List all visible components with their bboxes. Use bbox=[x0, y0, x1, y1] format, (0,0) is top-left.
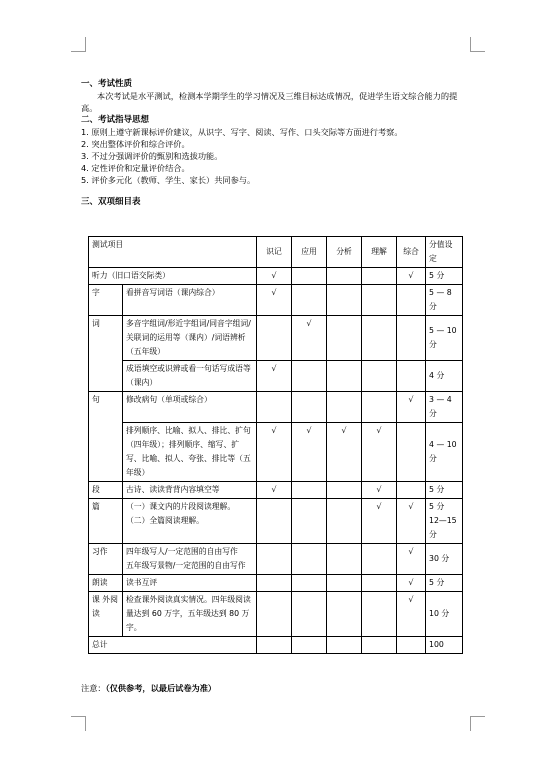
check-mark: √ bbox=[362, 482, 397, 499]
check-mark: √ bbox=[397, 268, 426, 285]
row-category: 课 外阅读 bbox=[89, 592, 123, 637]
row-category: 篇 bbox=[89, 499, 123, 544]
list-item: 4. 定性评价和定量评价结合。 bbox=[81, 163, 190, 173]
row-score: 30 分 bbox=[426, 544, 463, 575]
row-category: 字 bbox=[89, 285, 123, 316]
row-item: 检查课外阅读真实情况。四年级阅读量达到 60 万字，五年级达到 80 万字。 bbox=[123, 592, 257, 637]
row-category: 词 bbox=[89, 316, 123, 392]
table-row bbox=[89, 285, 463, 316]
check-mark: √ bbox=[397, 544, 426, 575]
footnote-prefix: 注意： bbox=[81, 683, 106, 693]
check-mark: √ bbox=[257, 285, 292, 316]
check-mark: √ bbox=[327, 423, 362, 482]
table-row bbox=[89, 499, 463, 544]
crop-mark-bottom-right bbox=[470, 716, 485, 731]
table-row bbox=[89, 423, 463, 482]
check-mark: √ bbox=[257, 482, 292, 499]
row-score: 4 分 bbox=[426, 361, 463, 392]
row-score: 5 — 8 分 bbox=[426, 285, 463, 316]
row-score: 10 分 bbox=[426, 592, 463, 637]
header-test-item: 测试项目 bbox=[89, 237, 257, 268]
header-score: 分值设定 bbox=[426, 237, 463, 268]
table-row bbox=[89, 544, 463, 575]
document-body bbox=[81, 78, 473, 208]
check-mark: √ bbox=[397, 499, 426, 544]
section-2-list bbox=[81, 126, 473, 186]
row-score-part: 5 分 bbox=[429, 502, 445, 511]
row-category: 听力（旧口语交际类） bbox=[89, 268, 257, 285]
row-score: 4 — 10 分 bbox=[426, 423, 463, 482]
check-mark: √ bbox=[362, 423, 397, 482]
table-row bbox=[89, 637, 463, 654]
header-understand: 理解 bbox=[362, 237, 397, 268]
table-row bbox=[89, 316, 463, 361]
header-analyze: 分析 bbox=[327, 237, 362, 268]
row-item: 修改病句（单项或综合） bbox=[123, 392, 257, 423]
section-2-title: 二、考试指导思想 bbox=[81, 115, 150, 125]
row-item: 古诗、读读背背内容填空等 bbox=[123, 482, 257, 499]
row-item bbox=[123, 499, 257, 544]
footnote-bold: （仅供参考，以最后试卷为准） bbox=[105, 683, 217, 693]
row-score: 100 bbox=[426, 637, 463, 654]
section-1-body: 本次考试是水平测试，检测本学期学生的学习情况及三维目标达成情况，促进学生语文综合能力的提高。 bbox=[81, 91, 458, 113]
row-item-part: 四年级写人/一定范围的自由写作 bbox=[126, 547, 238, 556]
list-item: 1. 原则上遵守新课标评价建议，从识字、写字、阅读、写作、口头交际等方面进行考察。 bbox=[81, 127, 403, 137]
row-score: 5 分 bbox=[426, 268, 463, 285]
table-row bbox=[89, 482, 463, 499]
footnote bbox=[81, 683, 216, 694]
row-category: 习作 bbox=[89, 544, 123, 575]
check-mark: √ bbox=[257, 268, 292, 285]
row-item: 成语填空或识辨或看一句话写成语等（课内） bbox=[123, 361, 257, 392]
check-mark: √ bbox=[397, 592, 426, 637]
row-score-part: 12—15 分 bbox=[429, 516, 457, 539]
header-apply: 应用 bbox=[292, 237, 327, 268]
row-item: 排列顺序、比喻、拟人、排比、扩句（四年级）；排列顺序、缩写、扩写、比喻、拟人、夸张、排比等（五年级） bbox=[123, 423, 257, 482]
section-3-title: 三、双项细目表 bbox=[81, 197, 141, 207]
row-category: 总计 bbox=[89, 637, 257, 654]
row-item-part: （一）课文内的片段阅读理解。 bbox=[126, 502, 236, 511]
crop-mark-top-left bbox=[71, 37, 86, 52]
table-row bbox=[89, 392, 463, 423]
row-score bbox=[426, 499, 463, 544]
header-memorize: 识记 bbox=[257, 237, 292, 268]
table-row bbox=[89, 575, 463, 592]
row-score: 5 分 bbox=[426, 482, 463, 499]
row-item bbox=[123, 544, 257, 575]
row-item-part: （二）全篇阅读理解。 bbox=[126, 516, 204, 525]
row-score: 5 分 bbox=[426, 575, 463, 592]
row-category: 段 bbox=[89, 482, 123, 499]
check-mark: √ bbox=[292, 316, 327, 361]
table-row bbox=[89, 592, 463, 637]
check-mark: √ bbox=[292, 423, 327, 482]
row-category: 句 bbox=[89, 392, 123, 482]
check-mark: √ bbox=[397, 575, 426, 592]
crop-mark-bottom-left bbox=[71, 716, 86, 731]
table-row bbox=[89, 361, 463, 392]
table-row bbox=[89, 268, 463, 285]
row-category: 朗读 bbox=[89, 575, 123, 592]
row-item-part: 五年级写景物/一定范围的自由写作 bbox=[126, 561, 246, 570]
table-header-row bbox=[89, 237, 463, 268]
list-item: 5. 评价多元化（教师、学生、家长）共同参与。 bbox=[81, 175, 256, 185]
row-score: 3 — 4 分 bbox=[426, 392, 463, 423]
check-mark: √ bbox=[257, 423, 292, 482]
row-item: 读书互评 bbox=[123, 575, 257, 592]
header-comprehensive: 综合 bbox=[397, 237, 426, 268]
row-score: 5 — 10 分 bbox=[426, 316, 463, 361]
row-item: 多音字组词/形近字组词/同音字组词/关联词的运用等（课内）/词语辨析（五年级） bbox=[123, 316, 257, 361]
check-mark: √ bbox=[257, 361, 292, 392]
check-mark: √ bbox=[397, 392, 426, 423]
list-item: 2. 突出整体评价和综合评价。 bbox=[81, 139, 190, 149]
row-item: 看拼音写词语（课内综合） bbox=[123, 285, 257, 316]
crop-mark-top-right bbox=[470, 37, 485, 52]
list-item: 3. 不过分强调评价的甄别和选拔功能。 bbox=[81, 151, 223, 161]
check-mark: √ bbox=[362, 499, 397, 544]
spec-table bbox=[88, 236, 463, 654]
section-1-title: 一、考试性质 bbox=[81, 79, 133, 89]
